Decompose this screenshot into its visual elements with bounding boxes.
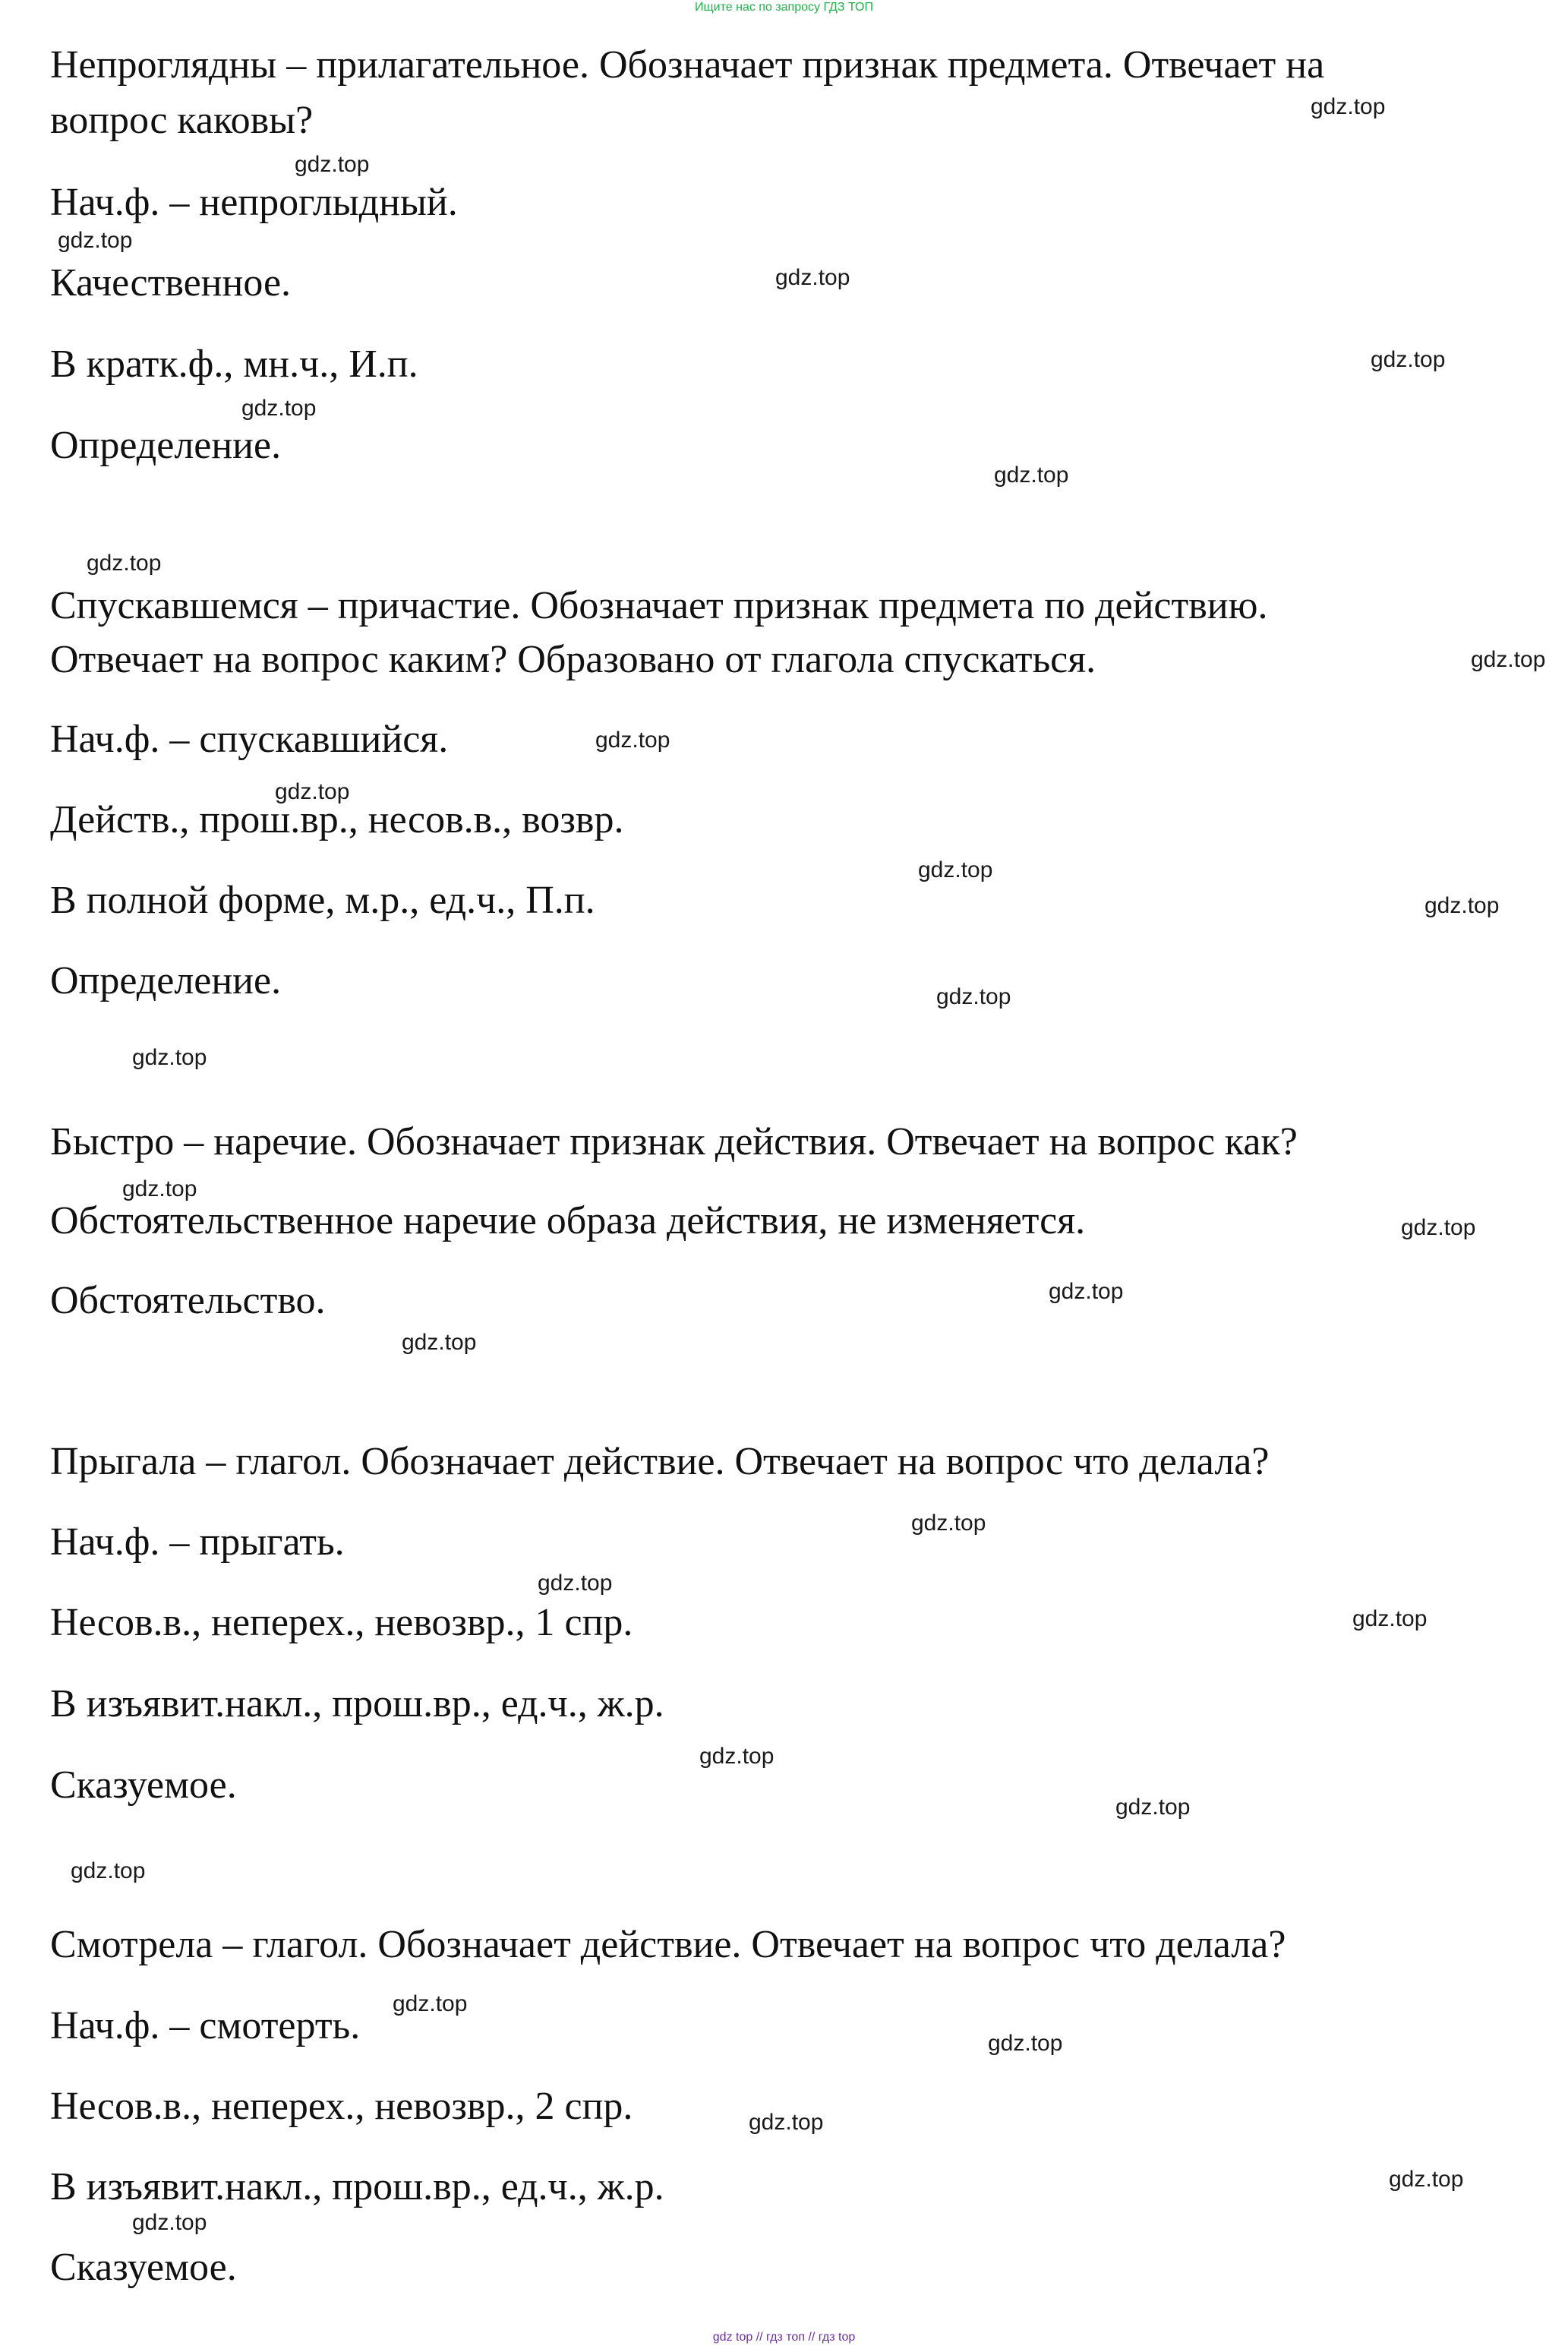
text-line: Несов.в., неперех., невозвр., 1 спр. xyxy=(50,1601,633,1644)
text-line: Обстоятельство. xyxy=(50,1279,326,1322)
watermark: gdz.top xyxy=(749,2110,824,2135)
watermark: gdz.top xyxy=(1424,893,1500,918)
watermark: gdz.top xyxy=(911,1511,986,1536)
text-line: В кратк.ф., мн.ч., И.п. xyxy=(50,343,418,386)
watermark: gdz.top xyxy=(1049,1279,1124,1304)
text-line: В полной форме, м.р., ед.ч., П.п. xyxy=(50,879,595,922)
watermark: gdz.top xyxy=(402,1330,477,1355)
watermark: gdz.top xyxy=(87,551,162,576)
watermark: gdz.top xyxy=(1401,1215,1476,1240)
top-banner: Ищите нас по запросу ГДЗ ТОП xyxy=(695,1,873,14)
text-line: Нач.ф. – смотерть. xyxy=(50,2004,361,2047)
text-line: Отвечает на вопрос каким? Образовано от глагола спускаться. xyxy=(50,638,1096,681)
text-line: В изъявит.накл., прош.вр., ед.ч., ж.р. xyxy=(50,1682,664,1725)
text-line: В изъявит.накл., прош.вр., ед.ч., ж.р. xyxy=(50,2165,664,2208)
watermark: gdz.top xyxy=(918,857,993,882)
watermark: gdz.top xyxy=(936,984,1011,1009)
text-line: Быстро – наречие. Обозначает признак действия. Отвечает на вопрос как? xyxy=(50,1120,1298,1163)
watermark: gdz.top xyxy=(241,396,317,421)
watermark: gdz.top xyxy=(699,1744,775,1769)
text-line: Сказуемое. xyxy=(50,1763,237,1807)
watermark: gdz.top xyxy=(988,2031,1063,2056)
watermark: gdz.top xyxy=(775,265,850,290)
text-line: Нач.ф. – прыгать. xyxy=(50,1520,345,1564)
watermark: gdz.top xyxy=(1311,94,1386,119)
watermark: gdz.top xyxy=(538,1571,613,1596)
watermark: gdz.top xyxy=(1115,1795,1191,1820)
watermark: gdz.top xyxy=(122,1176,197,1201)
text-line: Спускавшемся – причастие. Обозначает признак предмета по действию. xyxy=(50,584,1268,627)
watermark: gdz.top xyxy=(393,1991,468,2016)
watermark: gdz.top xyxy=(58,228,133,253)
text-line: Прыгала – глагол. Обозначает действие. Отвечает на вопрос что делала? xyxy=(50,1440,1270,1483)
text-line: Нач.ф. – спускавшийся. xyxy=(50,718,449,761)
watermark: gdz.top xyxy=(132,2210,207,2235)
watermark: gdz.top xyxy=(275,779,350,804)
watermark: gdz.top xyxy=(1471,647,1546,672)
text-line: Обстоятельственное наречие образа действия, не изменяется. xyxy=(50,1199,1086,1242)
watermark: gdz.top xyxy=(1389,2167,1464,2192)
text-line: Сказуемое. xyxy=(50,2246,237,2289)
text-line: Качественное. xyxy=(50,261,292,305)
text-line: Определение. xyxy=(50,959,282,1002)
bottom-footer: gdz top // гдз топ // гдз top xyxy=(712,2331,856,2344)
watermark: gdz.top xyxy=(1371,347,1446,372)
text-line: Определение. xyxy=(50,424,282,467)
watermark: gdz.top xyxy=(71,1858,146,1883)
text-line: Действ., прош.вр., несов.в., возвр. xyxy=(50,798,624,841)
watermark: gdz.top xyxy=(132,1045,207,1070)
text-line: вопрос каковы? xyxy=(50,99,314,142)
watermark: gdz.top xyxy=(1352,1606,1428,1631)
text-line: Нач.ф. – непроглыдный. xyxy=(50,181,458,224)
text-line: Непроглядны – прилагательное. Обозначает признак предмета. Отвечает на xyxy=(50,43,1325,87)
text-line: Смотрела – глагол. Обозначает действие. Отвечает на вопрос что делала? xyxy=(50,1923,1286,1966)
text-line: Несов.в., неперех., невозвр., 2 спр. xyxy=(50,2085,633,2128)
watermark: gdz.top xyxy=(994,463,1069,488)
watermark: gdz.top xyxy=(295,152,370,177)
watermark: gdz.top xyxy=(595,728,670,753)
